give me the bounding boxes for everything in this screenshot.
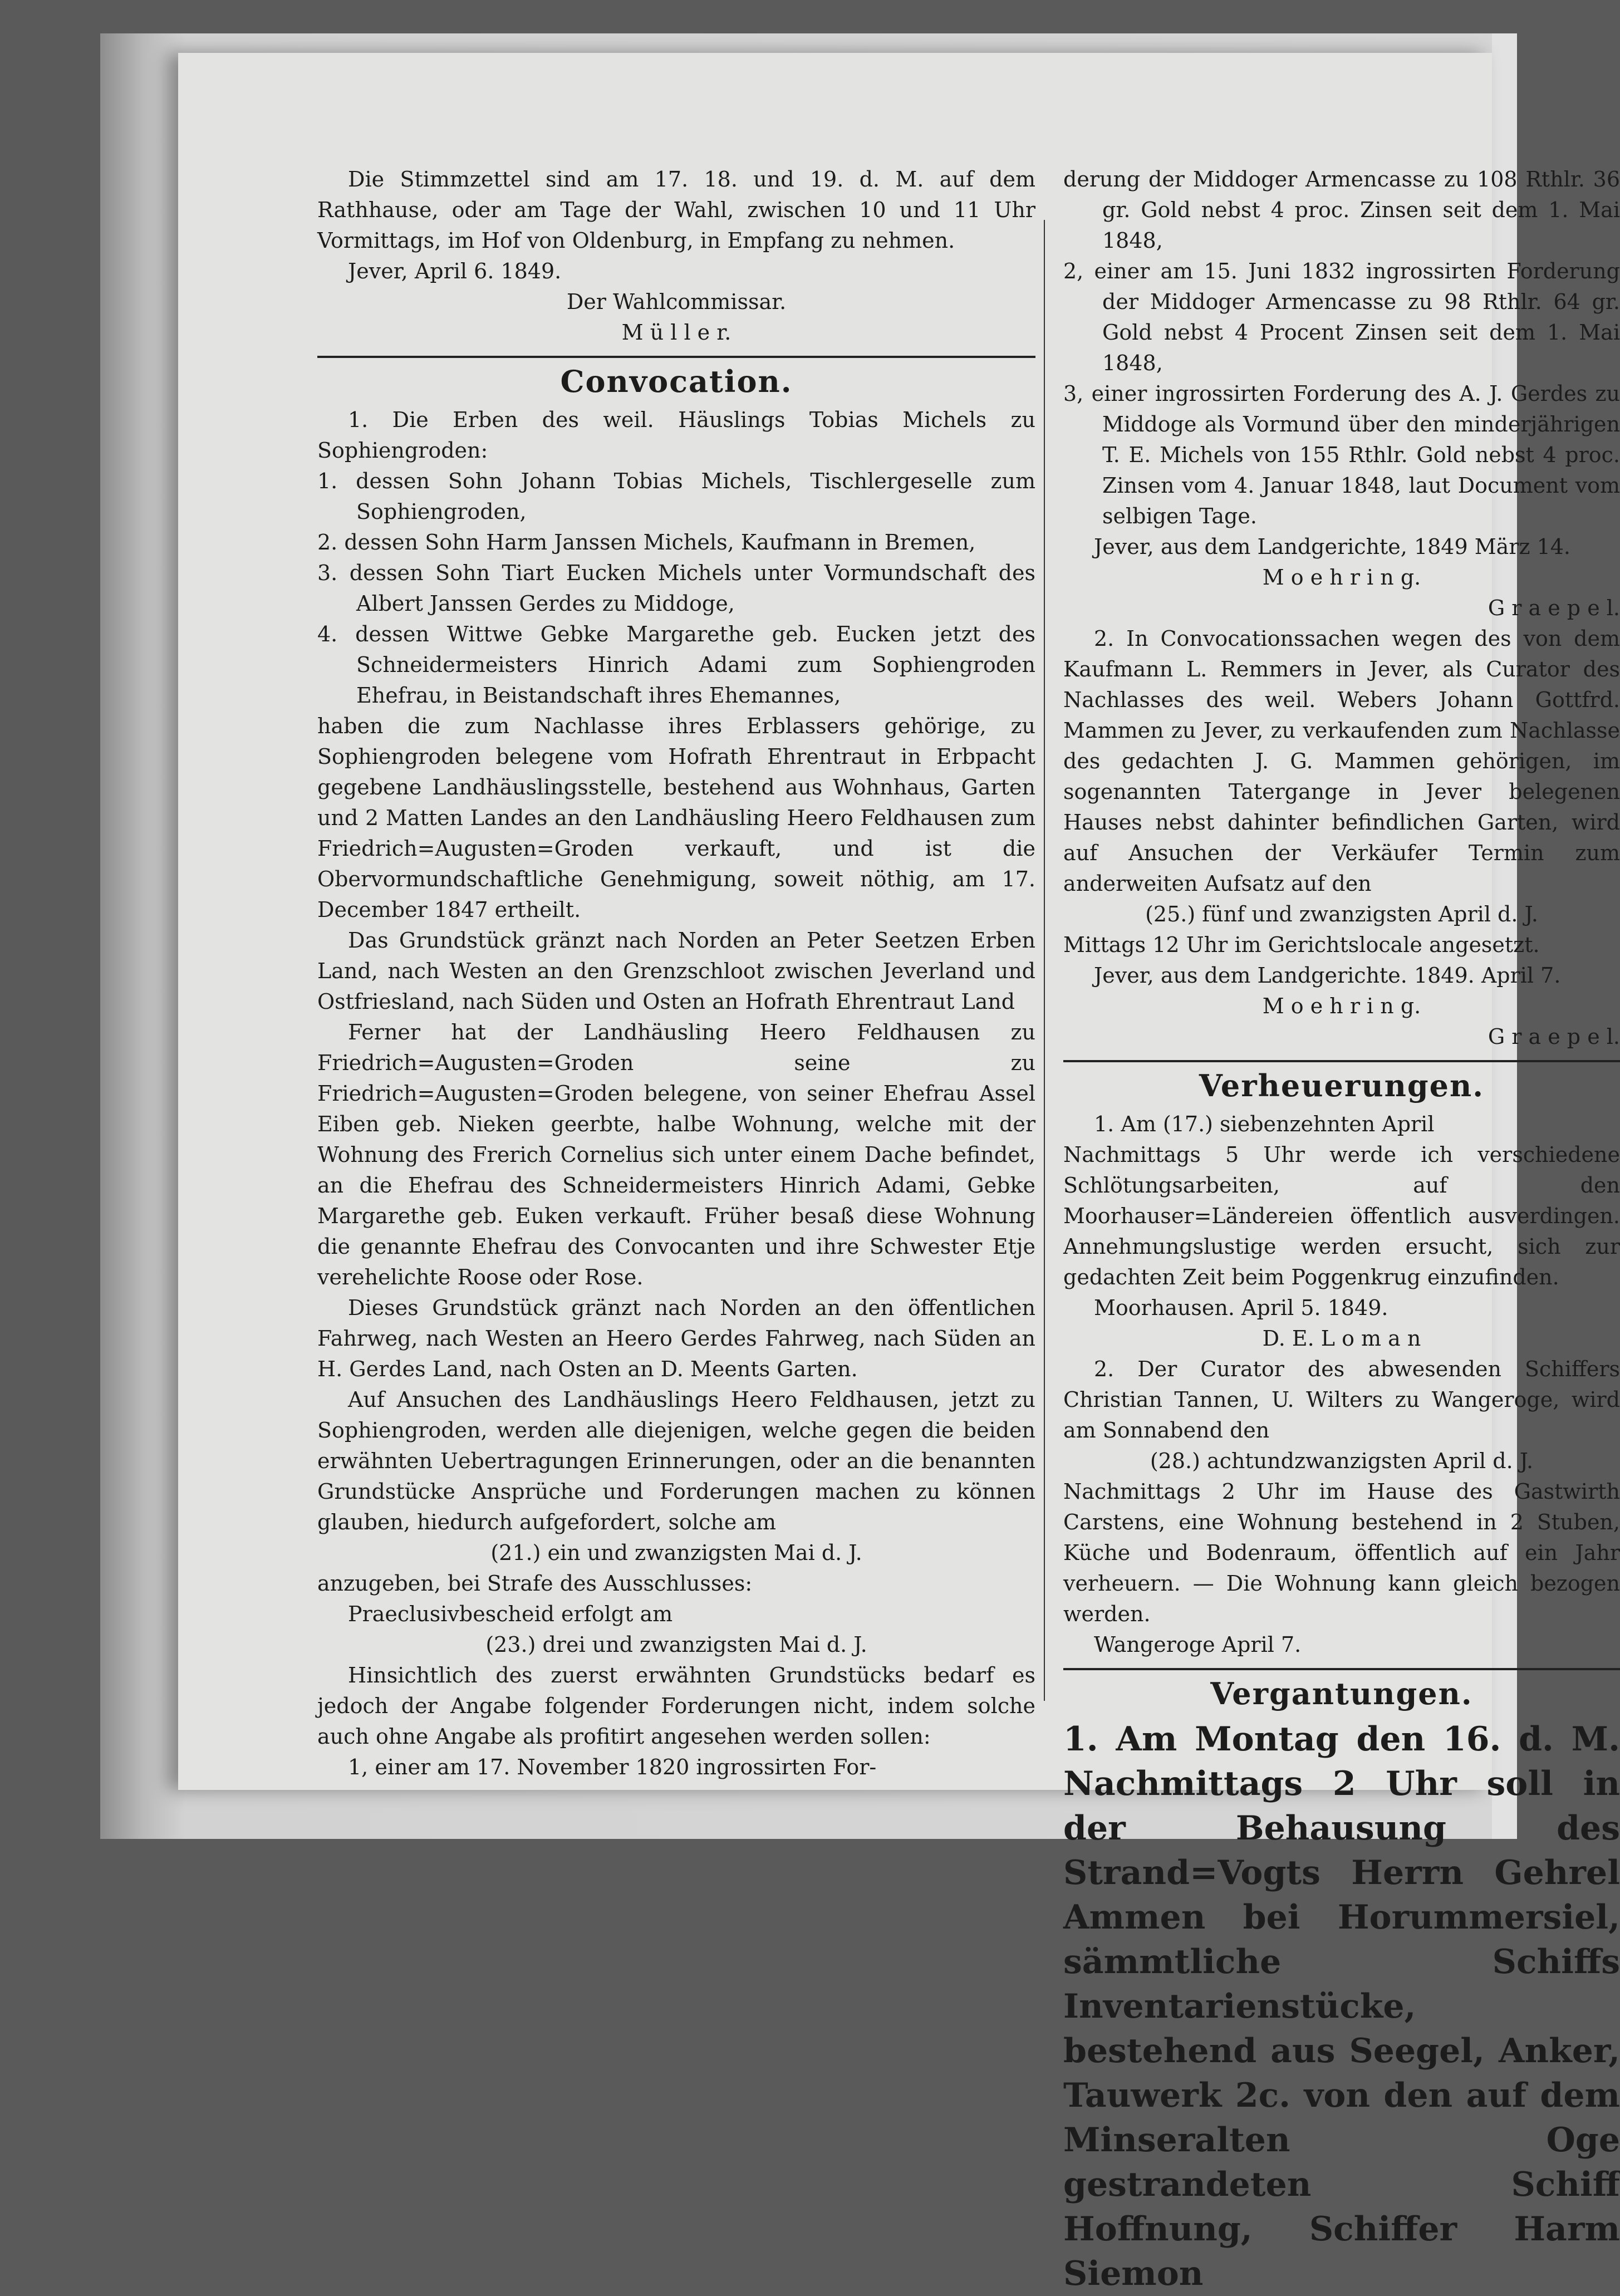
election-commissioner-title: Der Wahlcommissar.: [566, 290, 787, 314]
signature: M o e h r i n g.: [1262, 994, 1421, 1018]
paragraph: 1, einer am 17. November 1820 ingrossirten For-: [348, 1755, 877, 1779]
convocation-item: 1. Die Erben des weil. Häuslings Tobias Michels zu Sophiengroden:: [317, 408, 1035, 463]
signature: M o e h r i n g.: [1262, 565, 1421, 590]
ballot-notice: Die Stimmzettel sind am 17. 18. und 19. d. M. auf dem Rathhause, oder am Tage der Wahl, zwischen 10 und 11 Uhr Vormittags, im Hof von Oldenburg, in Empfang zu nehmen.: [317, 167, 1035, 253]
paragraph: Praeclusivbescheid erfolgt am: [348, 1602, 673, 1626]
newspaper-page: [178, 53, 1620, 2293]
lease-notice: Nachmittags 5 Uhr werde ich verschiedene Schlötungsarbeiten, auf den Moorhauser=Ländereien öffentlich ausverdingen. Annehmungslustige werden ersucht, sich zur gedachten Zeit beim Poggenkrug einzufinden.: [1063, 1142, 1620, 1289]
convocation-paragraph: Ferner hat der Landhäusling Heero Feldhausen zu Friedrich=Augusten=Groden seine zu Friedrich=Augusten=Groden belegene, von seiner Ehefrau Assel Eiben geb. Nieken geerbte, halbe Wohnung, welche mit der Wohnung des Frerich Cornelius sich unter einem Dache befindet, an die Ehefrau des Schneidermeisters Hinrich Adami, Gebke Margarethe geb. Euken verkauft. Früher besaß diese Wohnung die genannte Ehefrau des Convocanten und ihre Schwester Etje verehelichte Roose oder Rose.: [317, 1020, 1035, 1289]
ballot-notice-date: Jever, April 6. 1849.: [348, 259, 562, 283]
election-commissioner-name: M ü l l e r.: [621, 320, 732, 345]
verheuerungen-heading: Verheuerungen.: [1199, 1068, 1485, 1103]
deadline-date: (25.) fünf und zwanzigsten April d. J.: [1145, 902, 1538, 926]
convocation-paragraph: haben die zum Nachlasse ihres Erblassers gehörige, zu Sophiengroden belegene vom Hofrath Ehrentraut in Erbpacht gegebene Landhäuslingsstelle, bestehend aus Wohnhaus, Garten und 2 Matten Landes an den Landhäusling Heero Feldhausen zum Friedrich=Augusten=Groden verkauft, und ist die Obervormundschaftliche Genehmigung, soweit nöthig, am 17. December 1847 ertheilt.: [317, 714, 1035, 922]
place-date: Jever, aus dem Landgerichte. 1849. April 7.: [1094, 963, 1561, 988]
auction-notice: 1. Am Montag den 16. d. M. Nachmittags 2 Uhr soll in der Behausung des Strand=Vogts Herrn Gehrel Ammen bei Horummersiel, sämmtliche Schiffs Inventarienstücke, bestehend aus Seegel, Anker, Tauwerk 2c. von den auf dem Minseralten Oge gestrandeten Schiff Hoffnung, Schiffer Harm Siemon: [1063, 1720, 1620, 2293]
signature: D. E. L o m a n: [1262, 1326, 1421, 1351]
deadline-date: (28.) achtundzwanzigsten April d. J.: [1150, 1449, 1534, 1473]
convocation-paragraph: Auf Ansuchen des Landhäuslings Heero Feldhausen, jetzt zu Sophiengroden, werden alle diejenigen, welche gegen die beiden erwähnten Uebertragungen Erinnerungen, oder an die benannten Grundstücke Ansprüche und Forderungen machen zu können glauben, hiedurch aufgefordert, solche am: [317, 1387, 1035, 1534]
convocation-item: 4. dessen Wittwe Gebke Margarethe geb. Eucken jetzt des Schneidermeisters Hinrich Adami zum Sophiengroden Ehefrau, in Beistandschaft ihres Ehemannes,: [317, 622, 1035, 708]
claim-item: derung der Middoger Armencasse zu 108 Rthlr. 36 gr. Gold nebst 4 proc. Zinsen seit dem 1. Mai 1848,: [1063, 167, 1620, 253]
deadline-date: (21.) ein und zwanzigsten Mai d. J.: [490, 1541, 862, 1565]
convocation-paragraph: Dieses Grundstück gränzt nach Norden an den öffentlichen Fahrweg, nach Westen an Heero Gerdes Fahrweg, nach Süden an H. Gerdes Land, nach Osten an D. Meents Garten.: [317, 1296, 1035, 1381]
paragraph: Mittags 12 Uhr im Gerichtslocale angesetzt.: [1063, 933, 1540, 957]
claim-item: 3, einer ingrossirten Forderung des A. J. Gerdes zu Middoge als Vormund über den minderjährigen T. E. Michels von 155 Rthlr. Gold nebst 4 proc. Zinsen vom 4. Januar 1848, laut Document vom selbigen Tage.: [1063, 381, 1620, 528]
place-date: Jever, aus dem Landgerichte, 1849 März 14.: [1094, 534, 1571, 559]
paragraph: anzugeben, bei Strafe des Ausschlusses:: [317, 1571, 753, 1596]
vergantungen-heading: Vergantungen.: [1210, 1676, 1473, 1711]
left-column: [317, 164, 1035, 1783]
convocation-item: 3. dessen Sohn Tiart Eucken Michels unter Vormundschaft des Albert Janssen Gerdes zu Middoge,: [317, 561, 1035, 616]
deadline-date: (23.) drei und zwanzigsten Mai d. J.: [485, 1632, 867, 1657]
section-rule: [1063, 1668, 1620, 1670]
section-rule: [317, 356, 1035, 358]
section-rule: [1063, 1060, 1620, 1062]
signature: G r a e p e l.: [1488, 1024, 1620, 1049]
signature: G r a e p e l.: [1488, 596, 1620, 620]
lease-notice: 1. Am (17.) siebenzehnten April: [1094, 1112, 1435, 1136]
convocation-paragraph: 2. In Convocationssachen wegen des von dem Kaufmann L. Remmers in Jever, als Curator des Nachlasses des weil. Webers Johann Gottfrd. Mammen zu Jever, zu verkaufenden zum Nachlasse des gedachten J. G. Mammen gehörigen, im sogenannten Tatergange in Jever belegenen Hauses nebst dahinter befindlichen Garten, wird auf Ansuchen der Verkäufer Termin zum anderweiten Aufsatz auf den: [1063, 626, 1620, 896]
convocation-item: 1. dessen Sohn Johann Tobias Michels, Tischlergeselle zum Sophiengroden,: [317, 469, 1035, 524]
place-date: Moorhausen. April 5. 1849.: [1094, 1296, 1388, 1320]
place-date: Wangeroge April 7.: [1094, 1632, 1302, 1657]
column-divider: [1044, 220, 1045, 1701]
convocation-heading: Convocation.: [560, 364, 793, 399]
convocation-paragraph: Das Grundstück gränzt nach Norden an Peter Seetzen Erben Land, nach Westen an den Grenzschloot zwischen Jeverland und Ostfriesland, nach Süden und Osten an Hofrath Ehrentraut Land: [317, 928, 1035, 1014]
right-column: [1063, 164, 1620, 2296]
paragraph: Hinsichtlich des zuerst erwähnten Grundstücks bedarf es jedoch der Angabe folgender Forderungen nicht, indem solche auch ohne Angabe als profitirt angesehen werden sollen:: [317, 1663, 1035, 1749]
claim-item: 2, einer am 15. Juni 1832 ingrossirten Forderung der Middoger Armencasse zu 98 Rthlr. 64 gr. Gold nebst 4 Procent Zinsen seit dem 1. Mai 1848,: [1063, 259, 1620, 375]
lease-notice: Nachmittags 2 Uhr im Hause des Gastwirth Carstens, eine Wohnung bestehend in 2 Stuben, Küche und Bodenraum, öffentlich auf ein Jahr verheuern. — Die Wohnung kann gleich bezogen werden.: [1063, 1479, 1620, 1626]
convocation-item: 2. dessen Sohn Harm Janssen Michels, Kaufmann in Bremen,: [317, 530, 976, 555]
lease-notice: 2. Der Curator des abwesenden Schiffers Christian Tannen, U. Wilters zu Wangeroge, wird am Sonnabend den: [1063, 1357, 1620, 1443]
